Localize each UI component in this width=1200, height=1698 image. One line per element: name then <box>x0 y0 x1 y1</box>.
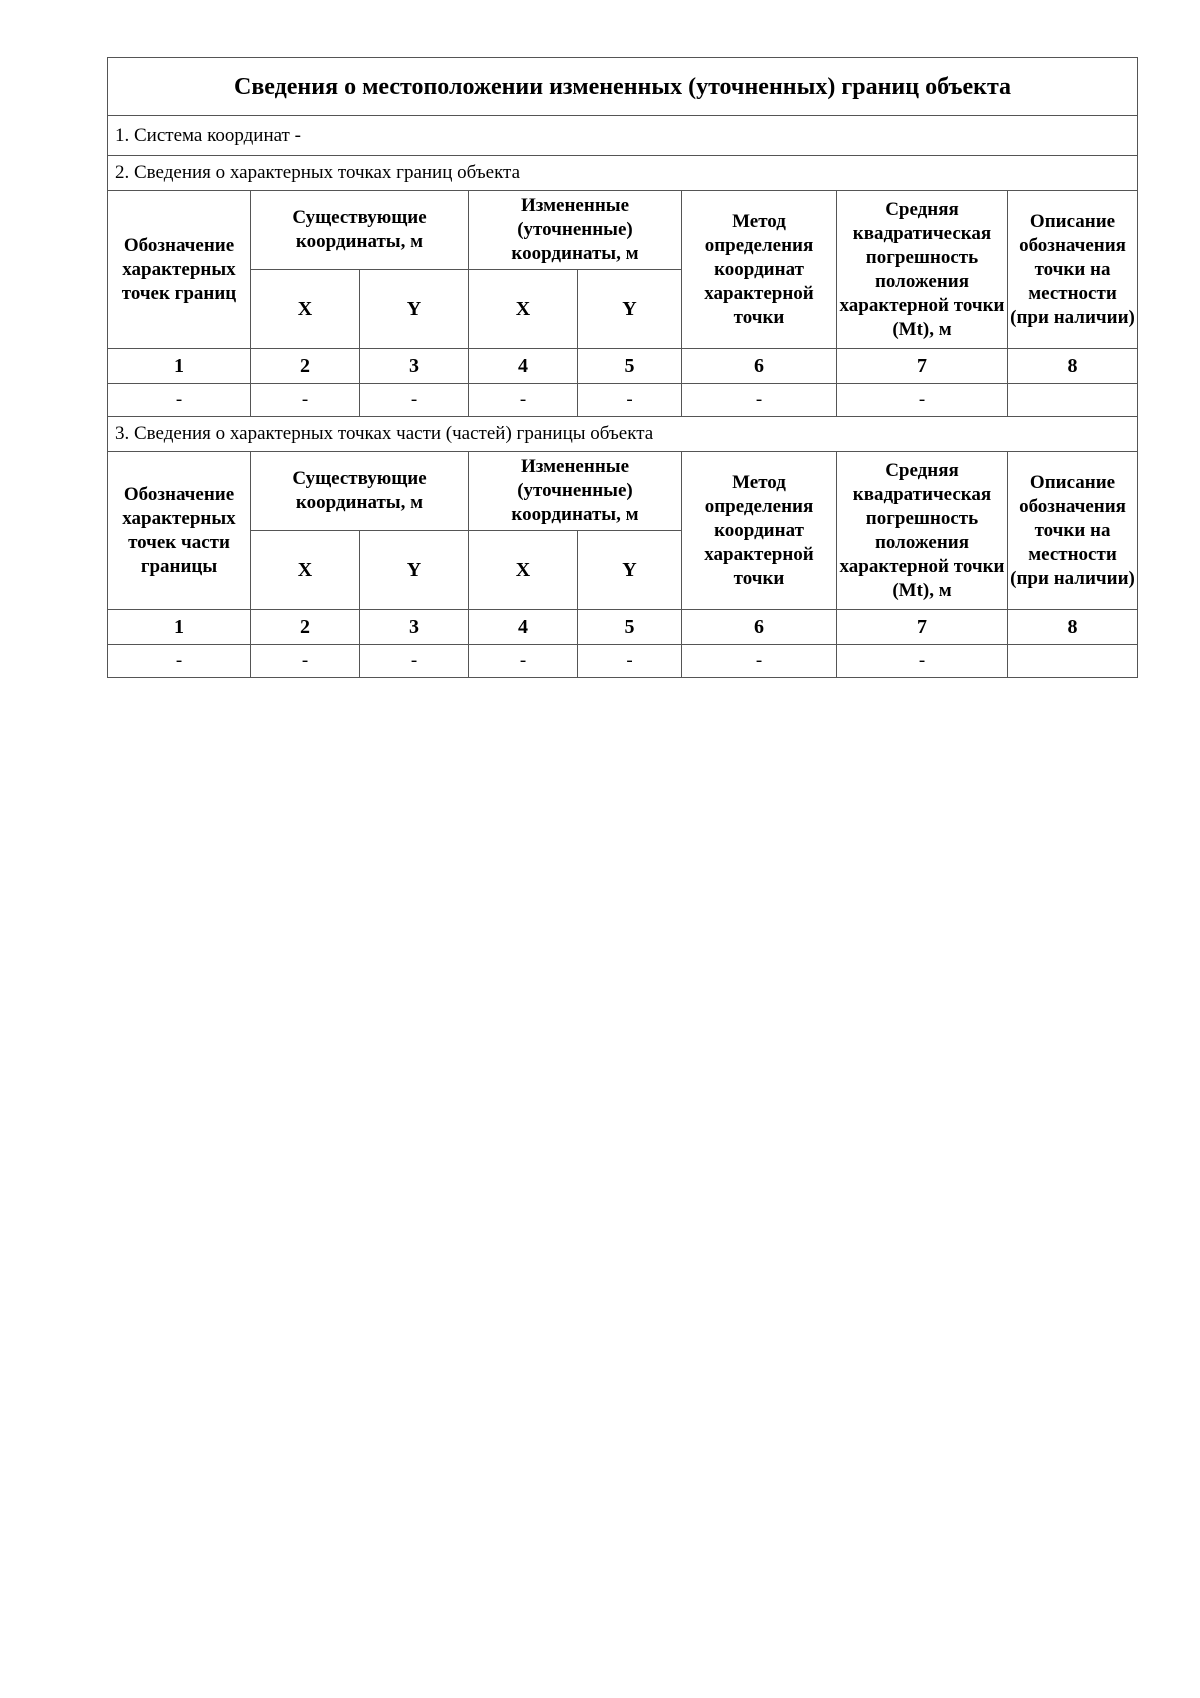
s2-column-number: 2 <box>251 349 360 384</box>
s3-header-designation: Обозначение характерных точек части границы <box>108 452 251 610</box>
s3-cell: - <box>108 645 251 678</box>
s2-cell: - <box>360 384 469 417</box>
s3-cell: - <box>469 645 578 678</box>
s2-column-number: 5 <box>578 349 682 384</box>
s3-column-number: 5 <box>578 610 682 645</box>
s3-header-existing-coordinates: Существующие координаты, м <box>251 452 469 531</box>
s3-column-number: 3 <box>360 610 469 645</box>
s2-column-number: 7 <box>837 349 1008 384</box>
s2-cell: - <box>682 384 837 417</box>
s2-cell: - <box>251 384 360 417</box>
s3-cell: - <box>837 645 1008 678</box>
section2-title: 2. Сведения о характерных точках границ объекта <box>108 156 1138 191</box>
s3-header-existing-y: Y <box>360 531 469 610</box>
s3-table-row <box>108 645 1138 678</box>
coordinate-system-line: 1. Система координат - <box>108 116 1138 156</box>
s2-header-description: Описание обозначения точки на местности (при наличии) <box>1008 191 1138 349</box>
s2-header-changed-coordinates: Измененные (уточненные) координаты, м <box>469 191 682 270</box>
s3-header-existing-x: X <box>251 531 360 610</box>
section3-title: 3. Сведения о характерных точках части (частей) границы объекта <box>108 417 1138 452</box>
s3-cell <box>1008 645 1138 678</box>
s2-header-existing-x: X <box>251 270 360 349</box>
s2-header-existing-coordinates: Существующие координаты, м <box>251 191 469 270</box>
s3-column-number: 1 <box>108 610 251 645</box>
s3-column-number: 2 <box>251 610 360 645</box>
s2-header-designation: Обозначение характерных точек границ <box>108 191 251 349</box>
s3-column-number: 6 <box>682 610 837 645</box>
s3-header-error: Средняя квадратическая погрешность положения характерной точки (Mt), м <box>837 452 1008 610</box>
s2-table-row <box>108 384 1138 417</box>
s2-header-changed-x: X <box>469 270 578 349</box>
s2-header-error: Средняя квадратическая погрешность положения характерной точки (Mt), м <box>837 191 1008 349</box>
s3-cell: - <box>251 645 360 678</box>
s3-column-number: 4 <box>469 610 578 645</box>
s3-header-changed-x: X <box>469 531 578 610</box>
s2-header-changed-y: Y <box>578 270 682 349</box>
s2-cell: - <box>469 384 578 417</box>
s3-header-changed-y: Y <box>578 531 682 610</box>
s3-cell: - <box>682 645 837 678</box>
boundary-info-table <box>107 57 1138 678</box>
s2-header-method: Метод определения координат характерной точки <box>682 191 837 349</box>
s2-column-number: 4 <box>469 349 578 384</box>
s2-cell: - <box>108 384 251 417</box>
s3-cell: - <box>360 645 469 678</box>
s3-column-number: 7 <box>837 610 1008 645</box>
s3-column-number: 8 <box>1008 610 1138 645</box>
s2-column-number: 6 <box>682 349 837 384</box>
s2-column-number: 3 <box>360 349 469 384</box>
s3-header-description: Описание обозначения точки на местности (при наличии) <box>1008 452 1138 610</box>
s3-header-changed-coordinates: Измененные (уточненные) координаты, м <box>469 452 682 531</box>
s2-header-existing-y: Y <box>360 270 469 349</box>
s2-cell: - <box>578 384 682 417</box>
s2-cell: - <box>837 384 1008 417</box>
s3-cell: - <box>578 645 682 678</box>
s2-column-number: 8 <box>1008 349 1138 384</box>
s2-cell <box>1008 384 1138 417</box>
boundary-info-sheet <box>107 57 1137 678</box>
document-title: Сведения о местоположении измененных (уточненных) границ объекта <box>108 58 1138 116</box>
s2-column-number: 1 <box>108 349 251 384</box>
s3-header-method: Метод определения координат характерной точки <box>682 452 837 610</box>
